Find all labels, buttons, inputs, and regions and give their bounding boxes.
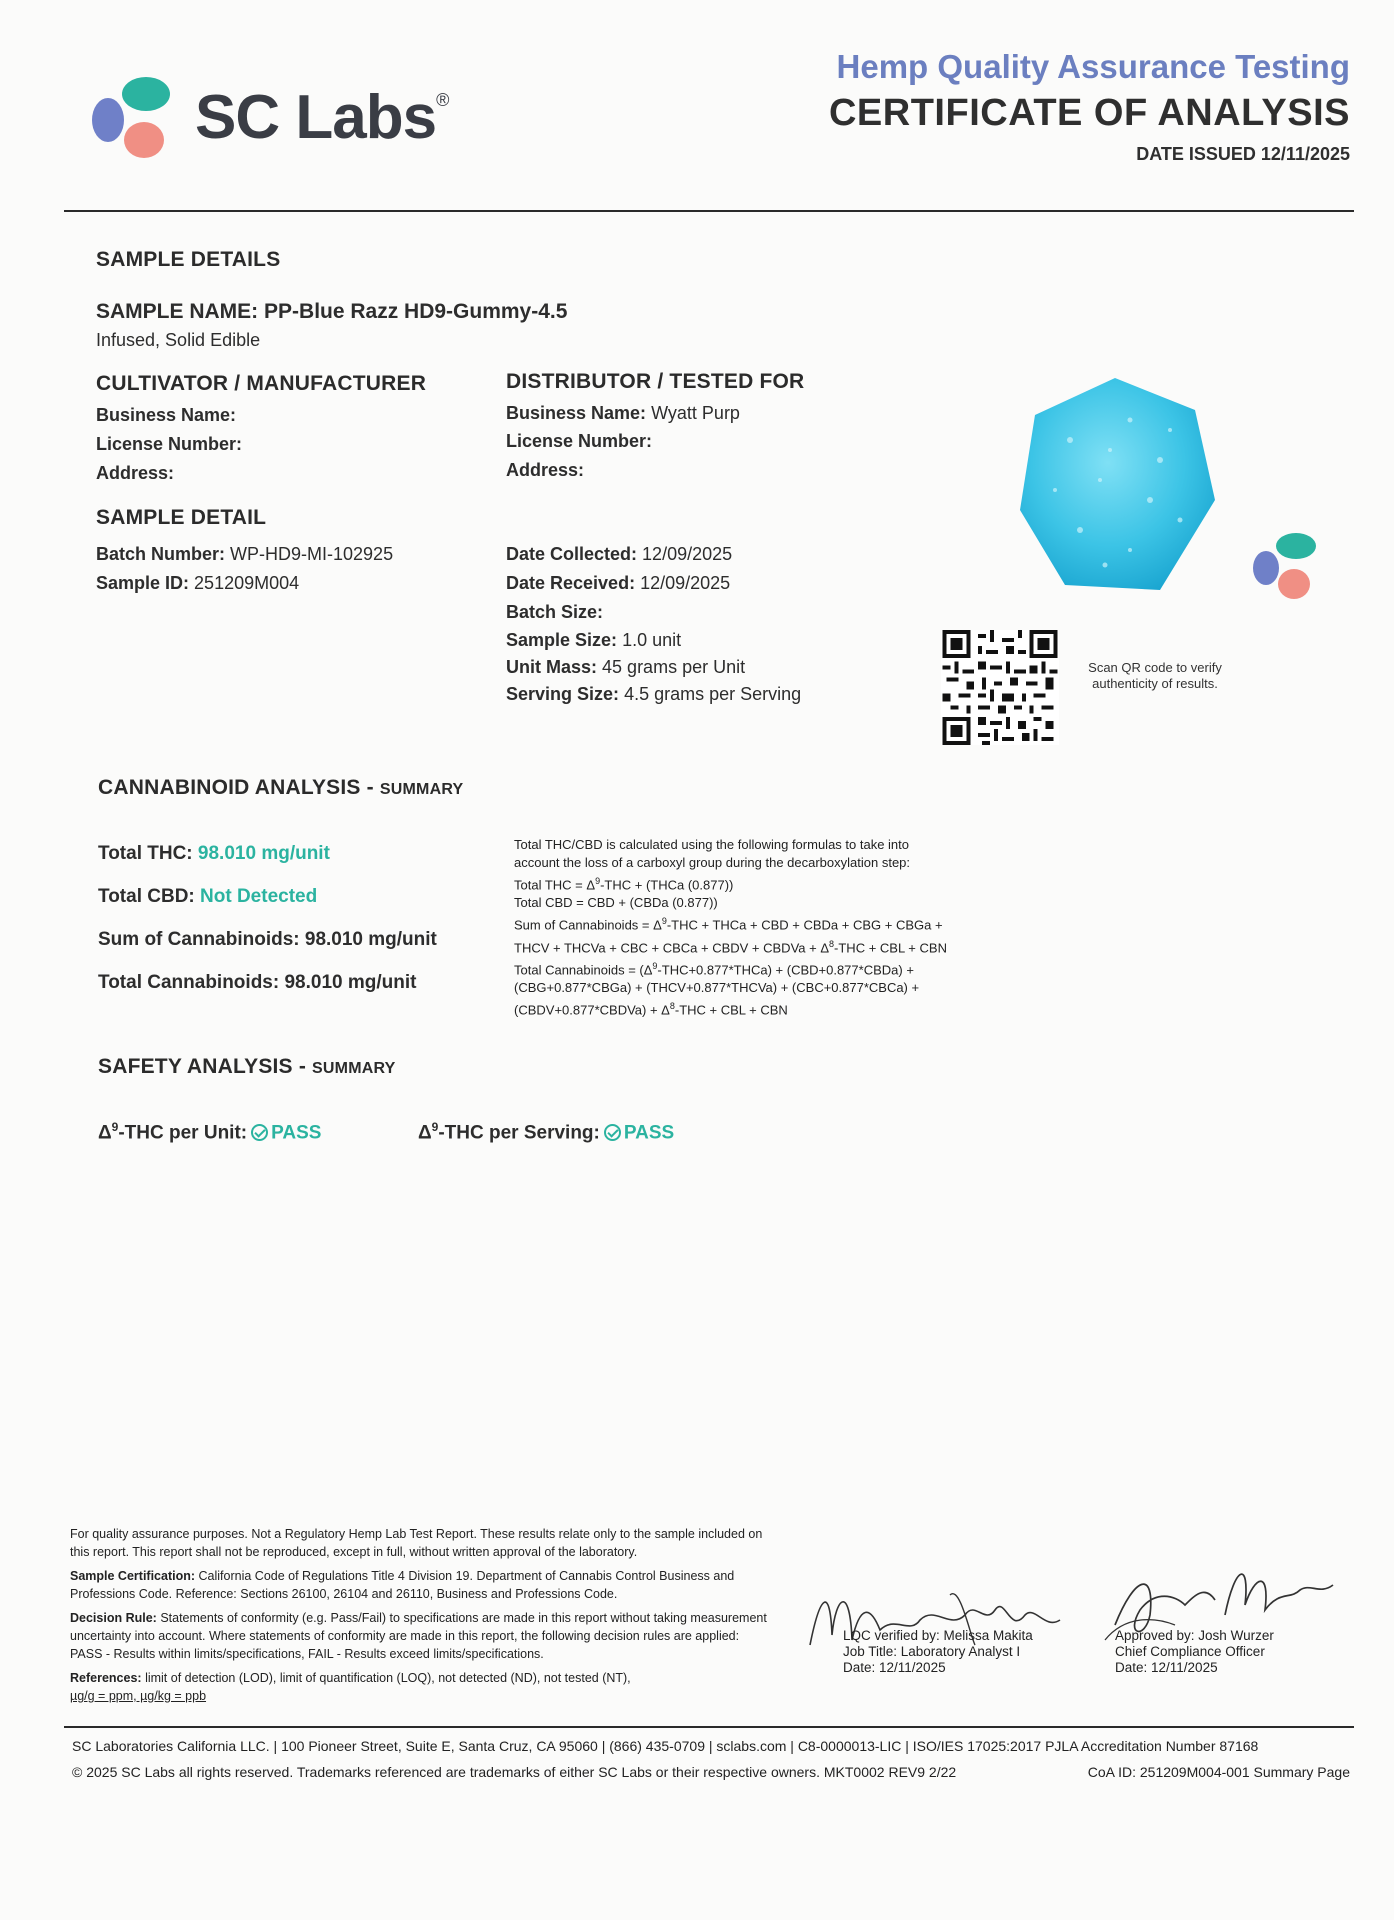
cannabinoid-heading: CANNABINOID ANALYSIS - SUMMARY xyxy=(98,776,464,799)
sample-name: SAMPLE NAME: PP-Blue Razz HD9-Gummy-4.5 xyxy=(96,300,568,323)
serving-size: Serving Size: 4.5 grams per Serving xyxy=(506,684,802,704)
approver-signature-block: Approved by: Josh Wurzer Chief Compliance Officer Date: 12/11/2025 xyxy=(1115,1628,1274,1675)
sample-detail-heading: SAMPLE DETAIL xyxy=(96,506,267,529)
sample-details-heading: SAMPLE DETAILS xyxy=(96,248,281,271)
product-gummy-image xyxy=(1010,370,1230,610)
date-issued: DATE ISSUED 12/11/2025 xyxy=(1136,144,1350,164)
calculation-formulas: Total THC/CBD is calculated using the following formulas to take into account the loss of a carboxyl group during the decarboxylation step: Total THC = $\Delta^9$-THC + (THCa (0.877)) Total CBD = CBD + (CBDa (0.877)) Sum of Cannabinoids = $\Delta^9$-THC + THCa + CBD + CBDa + CBG + CBGa + THCV + THCVa + CBC + CBCa + CBDV + CBDVa + $\Delta^8$-THC + CBL + CBN Total Cannabinoids = $(\Delta^9-THC+0.877*THCa)$ + (CBD+0.877*CBDa) + (CBG+0.877*CBGa) + (THCV+0.877*THCVa) + (CBC+0.877*CBCa) + (CBDV+0.877*CBDVa) + $\Delta^8$-THC + CBL + CBN xyxy=(514,837,947,1018)
cultivator-license-label: License Number: xyxy=(96,434,243,454)
total-cbd: Total CBD: Not Detected xyxy=(98,886,318,907)
sample-size: Sample Size: 1.0 unit xyxy=(506,630,682,650)
distributor-license-label: License Number: xyxy=(506,431,653,451)
qr-code-icon[interactable] xyxy=(941,630,1059,745)
sc-labs-logo-text: SC Labs® xyxy=(195,83,449,152)
date-collected: Date Collected: 12/09/2025 xyxy=(506,544,733,564)
thc-per-unit-result: $\Delta^9$-THC per Unit: PASS xyxy=(98,1120,322,1144)
qr-caption: Scan QR code to verify authenticity of results. xyxy=(1088,660,1222,691)
date-received: Date Received: 12/09/2025 xyxy=(506,573,731,593)
footer-copyright: © 2025 SC Labs all rights reserved. Trademarks referenced are trademarks of either SC Labs or their respective owners. MKT0002 REV9 2/22 xyxy=(72,1764,957,1780)
cultivator-business-name-label: Business Name: xyxy=(96,405,237,425)
sample-type: Infused, Solid Edible xyxy=(96,330,261,350)
distributor-heading: DISTRIBUTOR / TESTED FOR xyxy=(506,370,805,393)
sum-of-cannabinoids: Sum of Cannabinoids: 98.010 mg/unit xyxy=(98,929,437,950)
pass-check-icon xyxy=(604,1124,621,1141)
distributor-address-label: Address: xyxy=(506,460,585,480)
page-title: CERTIFICATE OF ANALYSIS xyxy=(828,92,1350,134)
pass-check-icon xyxy=(251,1124,268,1141)
thc-per-serving-result: $\Delta^9$-THC per Serving: PASS xyxy=(418,1120,675,1144)
distributor-business-name: Business Name: Wyatt Purp xyxy=(506,403,740,423)
footer-lab-info: SC Laboratories California LLC. | 100 Pioneer Street, Suite E, Santa Cruz, CA 95060 | (866) 435-0709 | sclabs.com | C8-0000013-LIC | ISO/IES 17025:2017 PJLA Accreditation Number 87168 xyxy=(72,1738,1259,1754)
footer-coa-id: CoA ID: 251209M004-001 Summary Page xyxy=(1087,1764,1350,1780)
batch-size-label: Batch Size: xyxy=(506,602,604,622)
analyst-signature-block: LQC verified by: Melissa Makita Job Title: Laboratory Analyst I Date: 12/11/2025 xyxy=(843,1628,1033,1675)
unit-mass: Unit Mass: 45 grams per Unit xyxy=(506,657,746,677)
sample-id: Sample ID: 251209M004 xyxy=(96,573,300,593)
batch-number: Batch Number: WP-HD9-MI-102925 xyxy=(96,544,394,564)
disclaimer: For quality assurance purposes. Not a Regulatory Hemp Lab Test Report. These results relate only to the sample included on this report. This report shall not be reproduced, except in full, without written approval of the laboratory. Sample Certification: California Code of Regulations Title 4 Division 19. Department of Cannabis Control Business and Professions Code. Reference: Sections 26100, 26104 and 26110, Business and Professions Code. Decision Rule: Statements of conformity (e.g. Pass/Fail) to specifications are made in this report without taking measurement uncertainty into account. Where statements of conformity are made in this report, the following decision rules are applied: PASS - Results within limits/specifications, FAIL - Results exceed limits/specifications. References: limit of detection (LOD), limit of quantification (LOQ), not detected (ND), not tested (NT), µg/g = ppm, µg/kg = ppb xyxy=(70,1527,767,1703)
header-divider xyxy=(64,210,1354,212)
header-subtitle: Hemp Quality Assurance Testing xyxy=(836,48,1350,85)
total-thc: Total THC: 98.010 mg/unit xyxy=(98,843,330,864)
safety-heading: SAFETY ANALYSIS - SUMMARY xyxy=(98,1055,396,1078)
cultivator-address-label: Address: xyxy=(96,463,175,483)
sc-labs-logo-icon xyxy=(88,72,180,162)
total-cannabinoids: Total Cannabinoids: 98.010 mg/unit xyxy=(98,972,417,993)
cultivator-heading: CULTIVATOR / MANUFACTURER xyxy=(96,372,427,395)
sc-labs-watermark-icon xyxy=(1250,530,1320,600)
footer-divider xyxy=(64,1726,1354,1728)
